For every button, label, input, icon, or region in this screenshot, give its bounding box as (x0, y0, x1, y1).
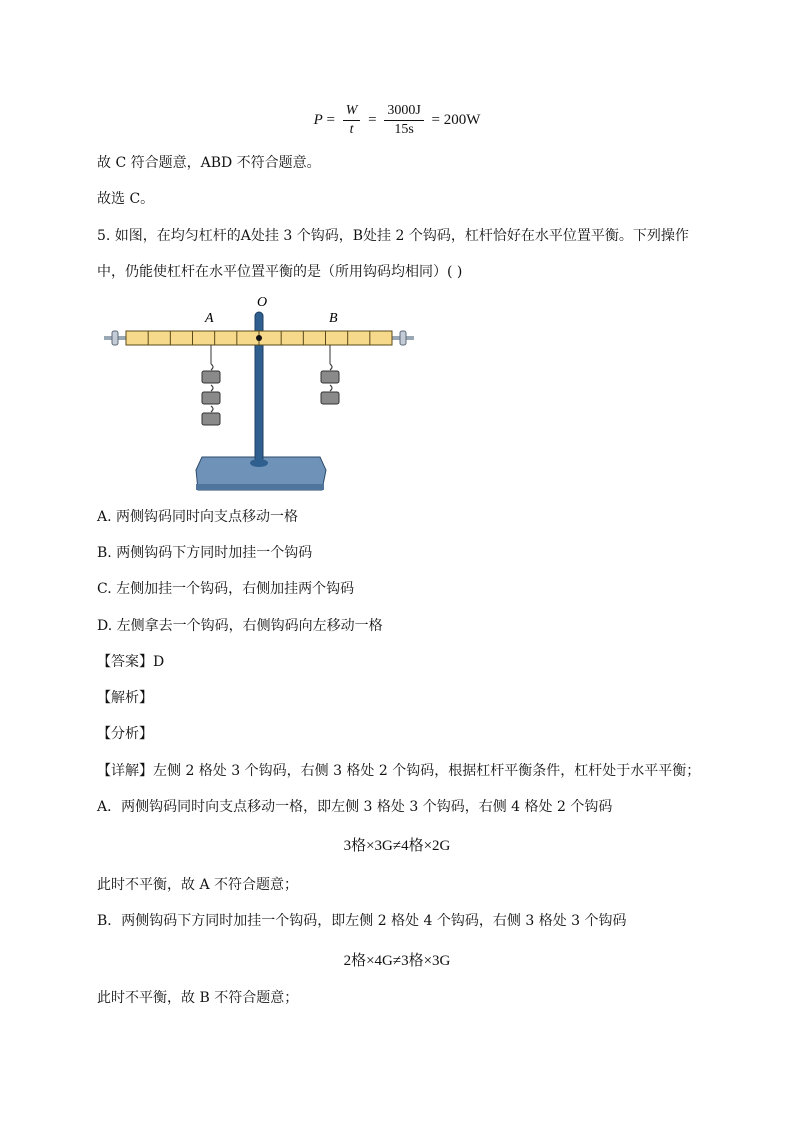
hook-weight (202, 371, 220, 383)
hook-weight (321, 392, 339, 404)
prev-choice: 故选 C。 (97, 191, 155, 207)
formula-fraction-w-t (343, 102, 361, 139)
label-a: A (205, 311, 214, 326)
part-a-text: A．两侧钩码同时向支点移动一格，即左侧 3 格处 3 个钩码，右侧 4 格处 2 个钩码 (97, 799, 613, 815)
weight-hook (330, 364, 332, 370)
part-b-text: B．两侧钩码下方同时加挂一个钩码，即左侧 2 格处 4 个钩码，右侧 3 格处 3 个钩码 (97, 913, 627, 929)
formula-fraction-values (384, 102, 423, 139)
formula-lhs: P (313, 111, 323, 128)
hook-weight (321, 371, 339, 383)
formula-eq: = (431, 111, 441, 128)
detail-text: 【详解】左侧 2 格处 3 个钩码，右侧 3 格处 2 个钩码，根据杠杆平衡条件，杠杆处于水平平衡； (97, 763, 701, 779)
option-a: A. 两侧钩码同时向支点移动一格 (97, 509, 299, 525)
label-o: O (257, 295, 268, 310)
power-formula (0, 102, 794, 139)
fraction-denominator: 15s (394, 122, 414, 137)
hook-weight (202, 413, 220, 425)
answer: 【答案】D (97, 654, 165, 670)
weights-left (202, 345, 220, 425)
fraction-denominator: t (349, 122, 354, 137)
label-b: B (329, 311, 338, 326)
part-b-conclusion: 此时不平衡，故 B 不符合题意； (97, 990, 299, 1006)
weight-hook (211, 385, 213, 391)
analysis-header: 【解析】 (97, 690, 153, 706)
question-line-2: 中，仍能使杠杆在水平位置平衡的是（所用钩码均相同）( ) (97, 264, 463, 280)
option-b: B. 两侧钩码下方同时加挂一个钩码 (97, 545, 313, 561)
question-line-1: 5. 如图，在均匀杠杆的A处挂 3 个钩码，B处挂 2 个钩码，杠杆恰好在水平位置平衡。下列操作 (97, 228, 689, 244)
formula-eq: = (326, 111, 335, 128)
part-b-formula: 2格×4G≠3格×3G (343, 953, 451, 969)
prev-conclusion: 故 C 符合题意，ABD 不符合题意。 (97, 155, 321, 171)
fraction-numerator: W (343, 102, 361, 121)
part-a-conclusion: 此时不平衡，故 A 不符合题意； (97, 877, 299, 893)
weight-hook (211, 364, 213, 370)
part-a-formula: 3格×3G≠4格×2G (343, 838, 451, 854)
option-c: C. 左侧加挂一个钩码，右侧加挂两个钩码 (97, 581, 355, 597)
weight-hook (330, 385, 332, 391)
hook-weight (202, 392, 220, 404)
pivot-point (256, 335, 262, 341)
formula-result: 200W (443, 111, 481, 128)
option-d: D. 左侧拿去一个钩码，右侧钩码向左移动一格 (97, 618, 383, 634)
lever-figure (100, 292, 420, 492)
weight-hook (211, 406, 213, 412)
fenxi-header: 【分析】 (97, 726, 153, 742)
weights-right (321, 345, 339, 404)
formula-eq: = (368, 111, 377, 128)
fraction-numerator: 3000J (384, 102, 423, 121)
